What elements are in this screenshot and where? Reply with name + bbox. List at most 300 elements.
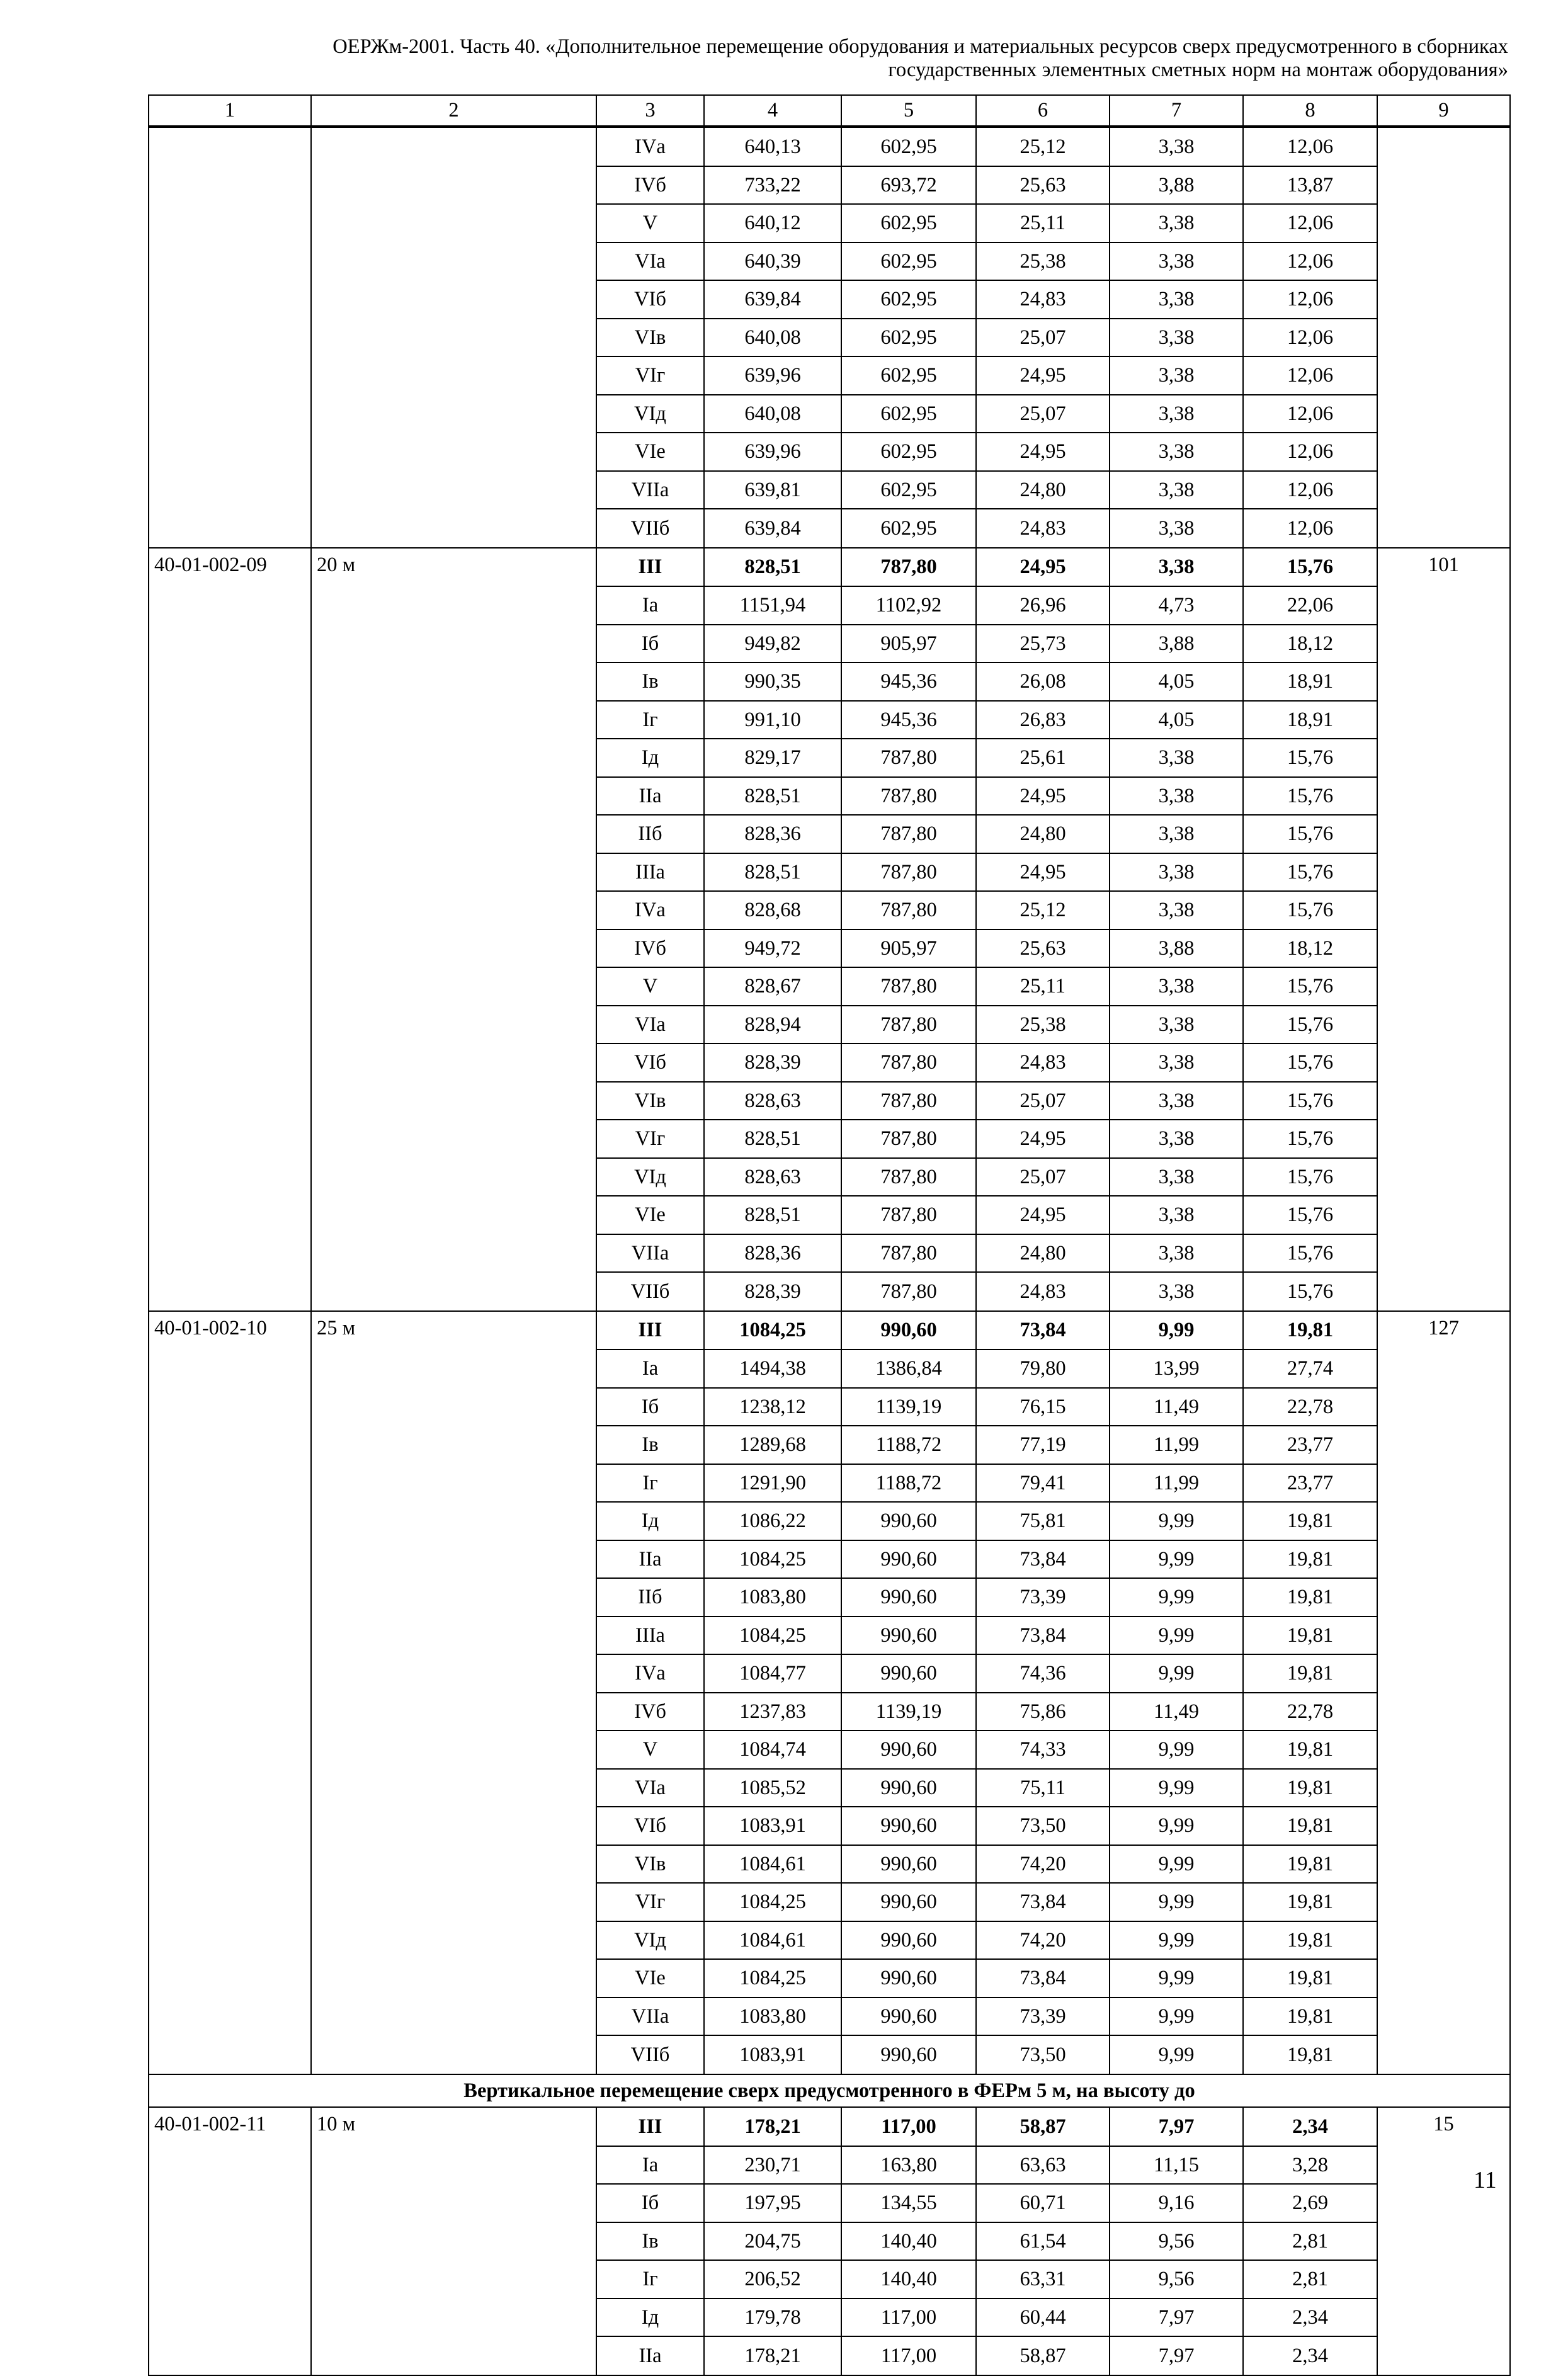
height-label-cell — [311, 662, 596, 701]
height-label-cell — [311, 319, 596, 357]
rate-code-cell — [149, 242, 311, 281]
region-cell: VIв — [596, 319, 704, 357]
value-cell: 3,38 — [1110, 777, 1243, 816]
height-label-cell — [311, 1921, 596, 1960]
total-cell — [1377, 1807, 1510, 1845]
rate-code-cell — [149, 1502, 311, 1540]
height-label-cell — [311, 1082, 596, 1120]
value-cell: 3,38 — [1110, 242, 1243, 281]
table-row — [149, 1578, 1510, 1617]
table-row — [149, 1998, 1510, 2036]
value-cell: 25,38 — [976, 1006, 1110, 1044]
value-cell: 990,60 — [841, 1769, 976, 1807]
region-cell: VIд — [596, 1158, 704, 1197]
table-row — [149, 625, 1510, 663]
value-cell: 24,95 — [976, 548, 1110, 587]
region-cell: III — [596, 1311, 704, 1350]
value-cell: 1083,80 — [704, 1998, 841, 2036]
total-cell — [1377, 1959, 1510, 1998]
section-title-row — [149, 2074, 1510, 2108]
total-cell — [1377, 1158, 1510, 1197]
value-cell: 1084,25 — [704, 1959, 841, 1998]
value-cell: 3,38 — [1110, 1272, 1243, 1311]
rate-code-cell — [149, 1006, 311, 1044]
height-label-cell — [311, 509, 596, 548]
value-cell: 9,99 — [1110, 1921, 1243, 1960]
total-cell — [1377, 1845, 1510, 1884]
value-cell: 3,38 — [1110, 1234, 1243, 1273]
value-cell: 9,99 — [1110, 1998, 1243, 2036]
total-cell — [1377, 1654, 1510, 1693]
value-cell: 828,63 — [704, 1158, 841, 1197]
total-cell: 127 — [1377, 1311, 1510, 1350]
region-cell: Iб — [596, 1388, 704, 1426]
table-row — [149, 1654, 1510, 1693]
value-cell: 2,69 — [1243, 2184, 1377, 2222]
value-cell: 73,84 — [976, 1311, 1110, 1350]
rate-code-cell — [149, 280, 311, 319]
region-cell: VIд — [596, 395, 704, 433]
value-cell: 787,80 — [841, 548, 976, 587]
height-label-cell — [311, 1464, 596, 1503]
value-cell: 19,81 — [1243, 1921, 1377, 1960]
table-row — [149, 166, 1510, 205]
rate-code-cell — [149, 471, 311, 509]
total-cell — [1377, 127, 1510, 166]
value-cell: 60,71 — [976, 2184, 1110, 2222]
total-cell — [1377, 1731, 1510, 1769]
region-cell: Iг — [596, 1464, 704, 1503]
value-cell: 19,81 — [1243, 1883, 1377, 1921]
rate-code-cell — [149, 1998, 311, 2036]
page-header — [104, 35, 1508, 82]
rate-code-cell — [149, 204, 311, 242]
value-cell: 15,76 — [1243, 815, 1377, 853]
height-label-cell — [311, 1998, 596, 2036]
value-cell: 73,84 — [976, 1959, 1110, 1998]
total-cell — [1377, 1464, 1510, 1503]
region-cell: IVб — [596, 166, 704, 205]
rate-code-cell — [149, 2222, 311, 2261]
height-label-cell — [311, 586, 596, 625]
value-cell: 3,38 — [1110, 471, 1243, 509]
table-row — [149, 1464, 1510, 1503]
region-cell: V — [596, 204, 704, 242]
table-row — [149, 2146, 1510, 2185]
value-cell: 990,60 — [841, 1807, 976, 1845]
value-cell: 1083,91 — [704, 1807, 841, 1845]
total-cell — [1377, 1540, 1510, 1579]
value-cell: 3,38 — [1110, 395, 1243, 433]
height-label-cell — [311, 166, 596, 205]
value-cell: 134,55 — [841, 2184, 976, 2222]
value-cell: 1084,25 — [704, 1311, 841, 1350]
height-label-cell — [311, 1502, 596, 1540]
region-cell: IVб — [596, 1693, 704, 1731]
height-label-cell: 25 м — [311, 1311, 596, 1350]
value-cell: 1084,25 — [704, 1883, 841, 1921]
height-label-cell — [311, 471, 596, 509]
value-cell: 163,80 — [841, 2146, 976, 2185]
value-cell: 990,60 — [841, 2035, 976, 2074]
value-cell: 1237,83 — [704, 1693, 841, 1731]
value-cell: 828,39 — [704, 1043, 841, 1082]
total-cell — [1377, 1502, 1510, 1540]
region-cell: Iд — [596, 1502, 704, 1540]
value-cell: 25,63 — [976, 929, 1110, 968]
table-row — [149, 356, 1510, 395]
column-number-cell: 6 — [976, 95, 1110, 127]
rate-code-cell — [149, 509, 311, 548]
height-label-cell — [311, 815, 596, 853]
value-cell: 1083,91 — [704, 2035, 841, 2074]
region-cell: Iв — [596, 2222, 704, 2261]
region-cell: VIе — [596, 433, 704, 471]
value-cell: 58,87 — [976, 2336, 1110, 2375]
total-cell — [1377, 1578, 1510, 1617]
height-label-cell: 10 м — [311, 2107, 596, 2146]
height-label-cell — [311, 1158, 596, 1197]
value-cell: 828,51 — [704, 777, 841, 816]
table-row — [149, 891, 1510, 929]
value-cell: 25,07 — [976, 1082, 1110, 1120]
rate-code-cell — [149, 2336, 311, 2375]
value-cell: 1102,92 — [841, 586, 976, 625]
value-cell: 9,99 — [1110, 1769, 1243, 1807]
column-number-cell: 2 — [311, 95, 596, 127]
value-cell: 15,76 — [1243, 967, 1377, 1006]
value-cell: 1083,80 — [704, 1578, 841, 1617]
header-line-2: государственных элементных сметных норм на монтаж оборудования» — [888, 59, 1508, 81]
value-cell: 905,97 — [841, 625, 976, 663]
value-cell: 990,60 — [841, 1617, 976, 1655]
value-cell: 19,81 — [1243, 1578, 1377, 1617]
value-cell: 990,60 — [841, 1845, 976, 1884]
value-cell: 1151,94 — [704, 586, 841, 625]
value-cell: 3,88 — [1110, 166, 1243, 205]
rate-code-cell — [149, 929, 311, 968]
value-cell: 9,16 — [1110, 2184, 1243, 2222]
value-cell: 3,38 — [1110, 433, 1243, 471]
value-cell: 25,73 — [976, 625, 1110, 663]
value-cell: 787,80 — [841, 1234, 976, 1273]
table-row — [149, 1311, 1510, 1350]
region-cell: VIб — [596, 1807, 704, 1845]
region-cell: IIб — [596, 1578, 704, 1617]
value-cell: 11,99 — [1110, 1426, 1243, 1464]
region-cell: Iг — [596, 701, 704, 739]
height-label-cell — [311, 1120, 596, 1158]
region-cell: VIе — [596, 1196, 704, 1234]
value-cell: 990,35 — [704, 662, 841, 701]
table-row — [149, 433, 1510, 471]
value-cell: 828,51 — [704, 1120, 841, 1158]
height-label-cell — [311, 967, 596, 1006]
value-cell: 828,51 — [704, 853, 841, 892]
table-row — [149, 929, 1510, 968]
rate-code-cell — [149, 1693, 311, 1731]
value-cell: 12,06 — [1243, 280, 1377, 319]
total-cell — [1377, 1998, 1510, 2036]
value-cell: 1188,72 — [841, 1464, 976, 1503]
value-cell: 1494,38 — [704, 1350, 841, 1388]
height-label-cell — [311, 777, 596, 816]
total-cell — [1377, 395, 1510, 433]
region-cell: III — [596, 2107, 704, 2146]
column-number-cell: 3 — [596, 95, 704, 127]
table-row — [149, 1158, 1510, 1197]
total-cell — [1377, 1921, 1510, 1960]
rate-code-cell — [149, 1272, 311, 1311]
value-cell: 25,07 — [976, 395, 1110, 433]
value-cell: 602,95 — [841, 356, 976, 395]
value-cell: 18,91 — [1243, 662, 1377, 701]
value-cell: 990,60 — [841, 1921, 976, 1960]
value-cell: 18,12 — [1243, 929, 1377, 968]
value-cell: 73,84 — [976, 1617, 1110, 1655]
height-label-cell — [311, 1883, 596, 1921]
region-cell: IIIа — [596, 1617, 704, 1655]
value-cell: 74,36 — [976, 1654, 1110, 1693]
height-label-cell — [311, 739, 596, 777]
value-cell: 15,76 — [1243, 1234, 1377, 1273]
total-cell — [1377, 2035, 1510, 2074]
value-cell: 26,08 — [976, 662, 1110, 701]
value-cell: 24,80 — [976, 815, 1110, 853]
rate-code-cell — [149, 2299, 311, 2337]
value-cell: 75,86 — [976, 1693, 1110, 1731]
table-row — [149, 2260, 1510, 2299]
value-cell: 73,50 — [976, 2035, 1110, 2074]
height-label-cell — [311, 1959, 596, 1998]
rate-code-cell — [149, 853, 311, 892]
value-cell: 1139,19 — [841, 1388, 976, 1426]
value-cell: 15,76 — [1243, 739, 1377, 777]
value-cell: 3,38 — [1110, 853, 1243, 892]
table-row — [149, 2035, 1510, 2074]
table-row — [149, 1502, 1510, 1540]
value-cell: 639,84 — [704, 509, 841, 548]
value-cell: 2,81 — [1243, 2260, 1377, 2299]
value-cell: 3,38 — [1110, 1196, 1243, 1234]
value-cell: 24,80 — [976, 471, 1110, 509]
value-cell: 3,38 — [1110, 1043, 1243, 1082]
rate-code-cell: 40-01-002-09 — [149, 548, 311, 587]
value-cell: 1238,12 — [704, 1388, 841, 1426]
rate-code-cell — [149, 739, 311, 777]
table-row — [149, 2184, 1510, 2222]
total-cell — [1377, 2299, 1510, 2337]
table-row — [149, 1807, 1510, 1845]
rate-code-cell — [149, 2035, 311, 2074]
value-cell: 3,38 — [1110, 509, 1243, 548]
value-cell: 640,08 — [704, 319, 841, 357]
total-cell — [1377, 929, 1510, 968]
value-cell: 25,11 — [976, 204, 1110, 242]
region-cell: III — [596, 548, 704, 587]
rate-code-cell — [149, 1921, 311, 1960]
value-cell: 602,95 — [841, 280, 976, 319]
value-cell: 15,76 — [1243, 1082, 1377, 1120]
value-cell: 639,81 — [704, 471, 841, 509]
value-cell: 2,34 — [1243, 2107, 1377, 2146]
region-cell: VIг — [596, 1120, 704, 1158]
table-row — [149, 1693, 1510, 1731]
value-cell: 1139,19 — [841, 1693, 976, 1731]
value-cell: 990,60 — [841, 1731, 976, 1769]
rate-code-cell — [149, 1464, 311, 1503]
value-cell: 9,99 — [1110, 1883, 1243, 1921]
value-cell: 73,39 — [976, 1578, 1110, 1617]
value-cell: 602,95 — [841, 127, 976, 166]
region-cell: VIа — [596, 242, 704, 281]
value-cell: 3,38 — [1110, 280, 1243, 319]
height-label-cell — [311, 1234, 596, 1273]
value-cell: 24,83 — [976, 1043, 1110, 1082]
value-cell: 19,81 — [1243, 1807, 1377, 1845]
region-cell: VIа — [596, 1769, 704, 1807]
total-cell — [1377, 1043, 1510, 1082]
value-cell: 3,38 — [1110, 127, 1243, 166]
height-label-cell — [311, 2222, 596, 2261]
value-cell: 828,39 — [704, 1272, 841, 1311]
value-cell: 3,28 — [1243, 2146, 1377, 2185]
rate-code-cell — [149, 1617, 311, 1655]
value-cell: 1084,61 — [704, 1921, 841, 1960]
value-cell: 2,81 — [1243, 2222, 1377, 2261]
table-row — [149, 2222, 1510, 2261]
total-cell — [1377, 853, 1510, 892]
total-cell — [1377, 1617, 1510, 1655]
height-label-cell — [311, 1388, 596, 1426]
height-label-cell — [311, 2299, 596, 2337]
total-cell — [1377, 242, 1510, 281]
table-row — [149, 395, 1510, 433]
value-cell: 58,87 — [976, 2107, 1110, 2146]
value-cell: 19,81 — [1243, 1654, 1377, 1693]
height-label-cell — [311, 1617, 596, 1655]
region-cell: VIг — [596, 356, 704, 395]
region-cell: Iд — [596, 2299, 704, 2337]
height-label-cell — [311, 701, 596, 739]
table-row — [149, 1540, 1510, 1579]
value-cell: 11,49 — [1110, 1693, 1243, 1731]
value-cell: 602,95 — [841, 395, 976, 433]
value-cell: 990,60 — [841, 1540, 976, 1579]
table-row — [149, 280, 1510, 319]
table-row — [149, 1234, 1510, 1273]
value-cell: 9,99 — [1110, 1807, 1243, 1845]
value-cell: 787,80 — [841, 739, 976, 777]
value-cell: 640,39 — [704, 242, 841, 281]
table-row — [149, 2299, 1510, 2337]
value-cell: 23,77 — [1243, 1464, 1377, 1503]
height-label-cell — [311, 1043, 596, 1082]
region-cell: IVа — [596, 891, 704, 929]
value-cell: 19,81 — [1243, 1731, 1377, 1769]
height-label-cell — [311, 1845, 596, 1884]
value-cell: 787,80 — [841, 1043, 976, 1082]
value-cell: 206,52 — [704, 2260, 841, 2299]
table-row — [149, 242, 1510, 281]
value-cell: 25,63 — [976, 166, 1110, 205]
rate-code-cell — [149, 1426, 311, 1464]
value-cell: 61,54 — [976, 2222, 1110, 2261]
value-cell: 19,81 — [1243, 1959, 1377, 1998]
total-cell — [1377, 1426, 1510, 1464]
value-cell: 12,06 — [1243, 242, 1377, 281]
table-row — [149, 815, 1510, 853]
value-cell: 4,73 — [1110, 586, 1243, 625]
value-cell: 25,12 — [976, 891, 1110, 929]
value-cell: 3,88 — [1110, 625, 1243, 663]
value-cell: 15,76 — [1243, 777, 1377, 816]
value-cell: 11,99 — [1110, 1464, 1243, 1503]
rate-code-cell — [149, 1120, 311, 1158]
value-cell: 60,44 — [976, 2299, 1110, 2337]
value-cell: 27,74 — [1243, 1350, 1377, 1388]
value-cell: 640,12 — [704, 204, 841, 242]
value-cell: 787,80 — [841, 815, 976, 853]
region-cell: VIг — [596, 1883, 704, 1921]
total-cell — [1377, 471, 1510, 509]
value-cell: 204,75 — [704, 2222, 841, 2261]
total-cell — [1377, 777, 1510, 816]
value-cell: 24,83 — [976, 509, 1110, 548]
value-cell: 24,95 — [976, 1120, 1110, 1158]
rate-code-cell — [149, 1845, 311, 1884]
value-cell: 26,96 — [976, 586, 1110, 625]
value-cell: 9,99 — [1110, 1540, 1243, 1579]
value-cell: 179,78 — [704, 2299, 841, 2337]
table-row — [149, 1426, 1510, 1464]
value-cell: 73,84 — [976, 1883, 1110, 1921]
value-cell: 12,06 — [1243, 127, 1377, 166]
value-cell: 25,61 — [976, 739, 1110, 777]
rate-code-cell — [149, 662, 311, 701]
value-cell: 990,60 — [841, 1578, 976, 1617]
value-cell: 991,10 — [704, 701, 841, 739]
value-cell: 1289,68 — [704, 1426, 841, 1464]
value-cell: 7,97 — [1110, 2107, 1243, 2146]
value-cell: 11,15 — [1110, 2146, 1243, 2185]
rate-code-cell — [149, 2184, 311, 2222]
total-cell — [1377, 625, 1510, 663]
total-cell — [1377, 1082, 1510, 1120]
total-cell — [1377, 2222, 1510, 2261]
value-cell: 693,72 — [841, 166, 976, 205]
total-cell — [1377, 815, 1510, 853]
region-cell: VIIа — [596, 1234, 704, 1273]
value-cell: 24,95 — [976, 356, 1110, 395]
value-cell: 22,78 — [1243, 1388, 1377, 1426]
value-cell: 3,38 — [1110, 1120, 1243, 1158]
region-cell: VIа — [596, 1006, 704, 1044]
rate-code-cell — [149, 967, 311, 1006]
value-cell: 4,05 — [1110, 662, 1243, 701]
value-cell: 990,60 — [841, 1959, 976, 1998]
value-cell: 11,49 — [1110, 1388, 1243, 1426]
value-cell: 3,38 — [1110, 815, 1243, 853]
rate-code-cell — [149, 1578, 311, 1617]
rate-code-cell — [149, 127, 311, 166]
value-cell: 9,99 — [1110, 2035, 1243, 2074]
value-cell: 733,22 — [704, 166, 841, 205]
height-label-cell — [311, 356, 596, 395]
value-cell: 787,80 — [841, 777, 976, 816]
value-cell: 9,99 — [1110, 1654, 1243, 1693]
table-row — [149, 509, 1510, 548]
